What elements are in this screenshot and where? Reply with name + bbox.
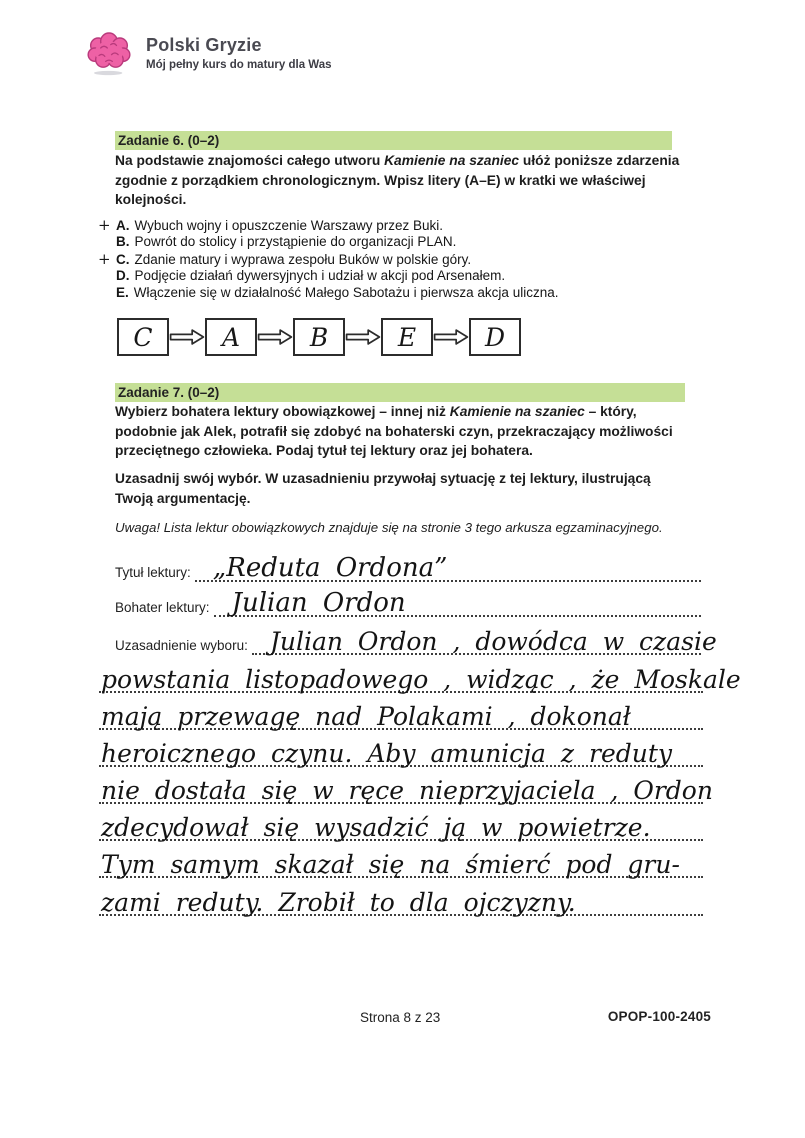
answer-box-4 [381,318,433,356]
brand-text [146,35,332,71]
option-d [98,268,688,284]
option-letter: D. [116,268,130,284]
option-text: Wybuch wojny i opuszczenie Warszawy przez Buki. [134,218,443,233]
option-letter: E. [116,284,129,300]
book-title-italic: Kamienie na szaniec [384,153,520,168]
option-text: Powrót do stolicy i przystąpienie do organizacji PLAN. [134,234,457,250]
handwritten-letter: D [484,322,506,352]
option-text: Włączenie się w działalność Małego Sabotażu i pierwsza akcja uliczna. [133,284,559,300]
answer-box-2 [205,318,257,356]
dotted-answer-line [99,840,703,878]
handwritten-justification-line: heroicznego czynu. Aby amunicja z reduty [101,739,673,768]
field-label: Tytuł lektury: [115,565,191,580]
justification-row [99,805,703,841]
handwritten-hero-name: Julian Ordon [231,588,406,618]
brand-name: Polski Gryzie [146,35,262,55]
brand-header [84,28,332,78]
handwritten-justification-line: nie dostała się w ręce nieprzyjaciela , Ordon [101,776,713,805]
option-b [98,234,688,250]
brand-tagline: Mój pełny kurs do matury dla Was [146,59,332,71]
field-label: Uzasadnienie wyboru: [115,638,248,653]
arrow-right-icon [344,326,382,348]
task7-instruction [115,402,683,461]
field-justification [115,619,717,656]
answer-box-1 [117,318,169,356]
text-segment: ułóż poniższe zdarzenia zgodnie z porządkiem chronologicznym. Wpisz litery (A–E) w kratki we właściwej kolejności. [115,153,680,207]
handwritten-justification-line: Julian Ordon , dowódca w czasie [269,627,717,656]
answer-sequence [117,318,521,356]
option-text: Zdanie matury i wyprawa zespołu Buków w polskie góry. [134,251,472,267]
task6-title: Zadanie 6. (0–2) [115,131,672,150]
task7-note: Uwaga! Lista lektur obowiązkowych znajduje się na stronie 3 tego arkusza egzaminacyjnego. [115,520,663,535]
text-segment: Na podstawie znajomości całego utworu [115,153,385,168]
field-book-title [115,548,701,582]
handwritten-letter: E [397,322,417,352]
field-label: Bohater lektury: [115,600,210,615]
justification-row [99,768,713,805]
handwritten-justification-line: powstania listopadowego , widząc , że Moskale [101,665,741,694]
arrow-right-icon [432,326,470,348]
justification-row [99,694,703,730]
option-e [98,285,688,301]
exam-sheet-code: OPOP-100-2405 [607,1009,711,1024]
handwritten-justification-line: mają przewagę nad Polakami , dokonał [101,702,631,731]
book-title-italic: Kamienie na szaniec [449,404,585,419]
option-letter: B. [116,234,130,250]
handwritten-justification-line: Tym samym skazał się na śmierć pod gru- [101,850,680,879]
handwritten-justification-line: zami reduty. Zrobił to dla ojczyzny. [101,888,576,917]
arrow-right-icon [256,326,294,348]
dotted-answer-line [99,878,703,916]
field-hero [115,583,701,617]
option-letter: C. [116,251,130,267]
task6-instruction [115,151,683,210]
dotted-answer-line [99,655,741,694]
option-text: Podjęcie działań dywersyjnych i udział w akcji pod Arsenałem. [134,268,506,284]
task6-options-list [98,217,688,301]
option-a [98,217,688,234]
handwritten-book-title: „Reduta Ordona” [212,553,448,583]
justification-row [99,657,741,694]
handwritten-plus-mark: + [98,216,111,234]
justification-row [99,731,703,767]
dotted-answer-line [99,692,703,730]
dotted-answer-line [252,617,717,656]
arrow-right-icon [168,326,206,348]
handwritten-letter: A [221,322,241,352]
text-segment: – który, podobnie jak Alek, potrafił się zdobyć na bohaterski czyn, przekraczający możliwości przeciętnego człowieka. Podaj tytuł tej lektury oraz jej bohatera. [115,404,673,458]
answer-box-5 [469,318,521,356]
text-segment: Wybierz bohatera lektury obowiązkowej – innej niż [115,404,450,419]
dotted-answer-line [195,546,701,582]
option-letter: A. [116,218,130,233]
dotted-answer-line [99,803,703,841]
task7-instruction-2: Uzasadnij swój wybór. W uzasadnieniu przywołaj sytuację z tej lektury, ilustrującą Twoją argumentację. [115,471,651,506]
dotted-answer-line [99,766,713,805]
dotted-answer-line [214,581,701,617]
handwritten-justification-line: zdecydował się wysadzić ją w powietrze. [101,813,651,842]
answer-box-3 [293,318,345,356]
handwritten-plus-mark: + [98,249,111,268]
task7-title: Zadanie 7. (0–2) [115,383,685,402]
justification-row [99,842,703,878]
option-c [98,251,688,268]
dotted-answer-line [99,729,703,767]
justification-row [99,880,703,916]
handwritten-letter: B [309,322,329,352]
page-number: Strona 8 z 23 [360,1010,441,1025]
handwritten-letter: C [133,322,153,352]
brain-icon [84,28,134,78]
